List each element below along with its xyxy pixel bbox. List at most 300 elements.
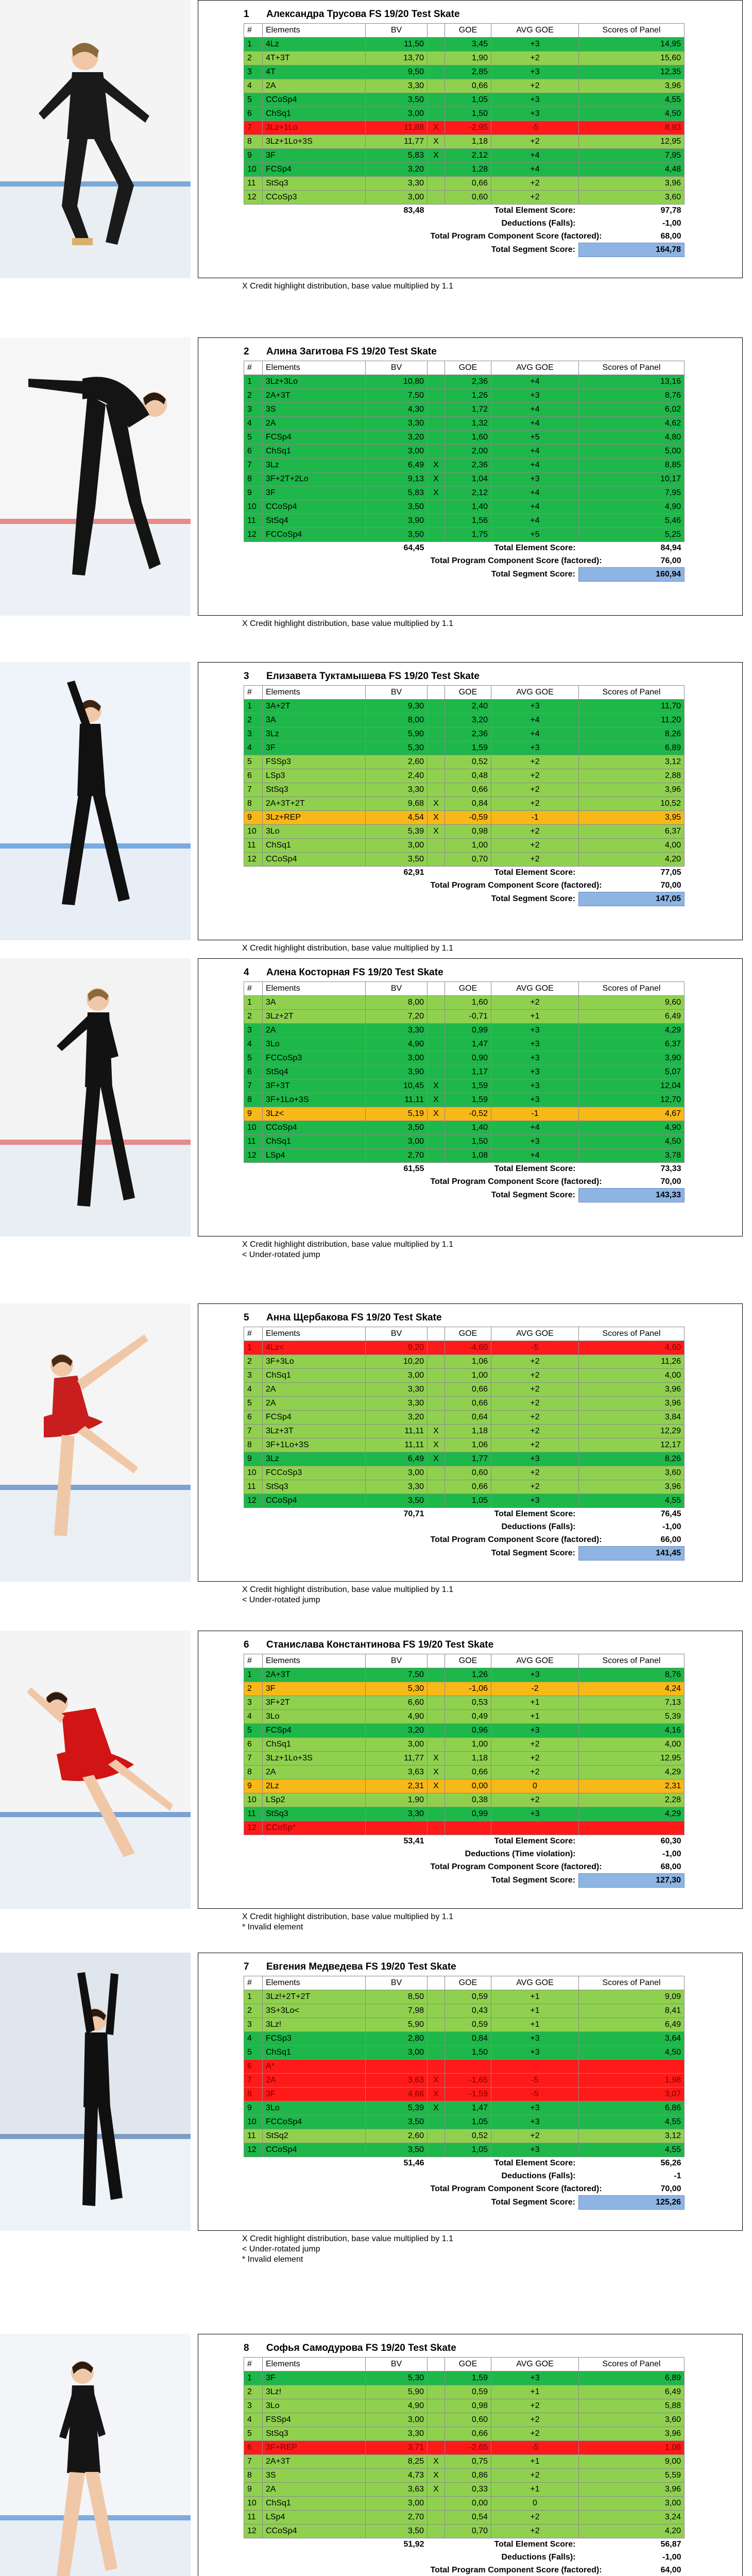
row-bv: 3,30	[366, 1807, 428, 1821]
row-panel-score: 4,90	[579, 500, 685, 514]
row-bonus-x	[428, 1793, 445, 1807]
row-panel-score: 8,76	[579, 389, 685, 403]
row-bv: 3,90	[366, 1065, 428, 1079]
row-bonus-x	[428, 996, 445, 1010]
row-element: 3F+1Lo+3S	[263, 1093, 366, 1107]
row-goe	[445, 2060, 491, 2074]
row-bv: 5,83	[366, 149, 428, 163]
row-bv: 3,50	[366, 93, 428, 107]
row-num: 12	[244, 1821, 263, 1835]
skater-photo-image	[0, 0, 191, 278]
row-avg-goe: +2	[491, 853, 579, 867]
row-bonus-x	[428, 1341, 445, 1355]
row-panel-score: 4,29	[579, 1766, 685, 1780]
row-num: 5	[244, 1724, 263, 1738]
total-element-score	[244, 2538, 685, 2551]
total-element-score-value: 56,26	[660, 2159, 681, 2168]
row-num: 11	[244, 1135, 263, 1149]
row-bonus-x	[428, 853, 445, 867]
program-component-score-value: 68,00	[660, 231, 681, 241]
row-avg-goe: +2	[491, 2469, 579, 2483]
total-element-score-value: 76,45	[660, 1510, 681, 1519]
row-num: 2	[244, 2385, 263, 2399]
row-bonus-x	[428, 1696, 445, 1710]
score-card	[198, 337, 743, 616]
row-bv: 3,63	[366, 2074, 428, 2088]
row-bonus-x	[428, 1724, 445, 1738]
row-panel-score: 12,70	[579, 1093, 685, 1107]
col-panel: Scores of Panel	[579, 1654, 685, 1668]
table-row	[244, 2018, 685, 2032]
skater-photo-image	[0, 2334, 191, 2576]
row-panel-score: 3,96	[579, 177, 685, 191]
row-panel-score	[579, 1821, 685, 1835]
row-num: 9	[244, 486, 263, 500]
program-component-score-label: Total Program Component Score (factored):	[430, 881, 602, 890]
total-segment-score	[244, 568, 685, 582]
program-component-score	[244, 1861, 685, 1874]
row-goe: 1,18	[445, 1752, 491, 1766]
row-goe: 0,49	[445, 1710, 491, 1724]
row-element: StSq2	[263, 2129, 366, 2143]
row-avg-goe: +2	[491, 1480, 579, 1494]
score-card	[198, 958, 743, 1236]
row-bv: 3,50	[366, 1121, 428, 1135]
row-element: CCoSp4	[263, 2143, 366, 2157]
table-row	[244, 769, 685, 783]
col-goe: GOE	[445, 2358, 491, 2371]
table-row	[244, 2102, 685, 2115]
program-component-score-label: Total Program Component Score (factored):	[430, 2566, 602, 2574]
row-goe: 2,85	[445, 65, 491, 79]
row-panel-score: 12,95	[579, 1752, 685, 1766]
rank-number: 5	[244, 1312, 249, 1323]
row-bv: 9,20	[366, 1341, 428, 1355]
row-bonus-x	[428, 1038, 445, 1052]
program-component-score-value: 70,00	[660, 1177, 681, 1186]
row-avg-goe: +3	[491, 389, 579, 403]
table-header-row	[244, 2358, 685, 2371]
row-num: 12	[244, 528, 263, 542]
row-goe: 2,36	[445, 375, 491, 389]
row-element: StSq4	[263, 1065, 366, 1079]
notes	[242, 1585, 706, 1605]
row-element: 3Lz+REP	[263, 811, 366, 825]
deductions-label: Deductions (Time violation):	[465, 1850, 576, 1858]
row-goe: 3,45	[445, 38, 491, 52]
total-segment-score-value: 143,33	[579, 1189, 685, 1202]
row-bonus-x: X	[428, 1079, 445, 1093]
scores-table	[244, 2357, 685, 2576]
row-bv: 3,30	[366, 783, 428, 797]
skater-photo	[0, 1953, 191, 2231]
deductions	[244, 1521, 685, 1534]
col-avg-goe: AVG GOE	[491, 2358, 579, 2371]
row-avg-goe: +2	[491, 2129, 579, 2143]
row-bv: 4,90	[366, 2399, 428, 2413]
col-panel: Scores of Panel	[579, 1327, 685, 1341]
row-panel-score: 9,09	[579, 1990, 685, 2004]
program-component-score-label: Total Program Component Score (factored):	[430, 2184, 602, 2193]
row-avg-goe	[491, 1821, 579, 1835]
row-bonus-x	[428, 1807, 445, 1821]
row-element: 3Lz!+2T+2T	[263, 1990, 366, 2004]
row-element: 4T	[263, 65, 366, 79]
score-card-title	[244, 2343, 707, 2354]
row-bv: 3,00	[366, 191, 428, 205]
row-num: 2	[244, 1010, 263, 1024]
row-panel-score: 6,86	[579, 2102, 685, 2115]
row-num: 5	[244, 1397, 263, 1411]
total-element-score	[244, 542, 685, 555]
row-bonus-x	[428, 714, 445, 727]
row-goe: 0,64	[445, 1411, 491, 1425]
bv-total: 83,48	[403, 206, 424, 215]
row-num: 11	[244, 839, 263, 853]
row-avg-goe: +4	[491, 375, 579, 389]
row-bv: 3,50	[366, 528, 428, 542]
row-bonus-x	[428, 2371, 445, 2385]
row-panel-score: 10,52	[579, 797, 685, 811]
total-segment-score	[244, 2196, 685, 2210]
row-panel-score: 6,89	[579, 741, 685, 755]
row-panel-score: 3,96	[579, 2427, 685, 2441]
row-bv: 10,80	[366, 375, 428, 389]
table-header-row	[244, 1327, 685, 1341]
row-goe: 1,05	[445, 2115, 491, 2129]
row-bonus-x	[428, 65, 445, 79]
table-row	[244, 1079, 685, 1093]
row-bv: 6,49	[366, 459, 428, 472]
row-avg-goe: +3	[491, 1079, 579, 1093]
col-avg-goe: AVG GOE	[491, 24, 579, 38]
row-avg-goe: +3	[491, 2046, 579, 2060]
row-bv: 1,90	[366, 1793, 428, 1807]
total-segment-score-label: Total Segment Score:	[491, 894, 575, 903]
total-segment-score-label: Total Segment Score:	[491, 1191, 575, 1199]
row-avg-goe: +5	[491, 528, 579, 542]
row-bonus-x	[428, 52, 445, 65]
row-element: 2A	[263, 1024, 366, 1038]
row-goe: 0,66	[445, 1383, 491, 1397]
row-bonus-x	[428, 1024, 445, 1038]
row-goe: 0,60	[445, 2413, 491, 2427]
row-element: 3F	[263, 1682, 366, 1696]
row-panel-score: 1,98	[579, 2074, 685, 2088]
col-x	[428, 1976, 445, 1990]
row-bv: 8,50	[366, 1990, 428, 2004]
total-element-score-value: 60,30	[660, 1837, 681, 1846]
row-goe: 1,05	[445, 1494, 491, 1508]
row-element: CCoSp4	[263, 1494, 366, 1508]
row-avg-goe: +2	[491, 996, 579, 1010]
row-num: 5	[244, 755, 263, 769]
row-element: 4Lz<	[263, 1341, 366, 1355]
row-element: ChSq1	[263, 2046, 366, 2060]
row-avg-goe: +3	[491, 1668, 579, 1682]
table-row	[244, 1341, 685, 1355]
rank-number: 1	[244, 9, 249, 20]
row-goe: 0,75	[445, 2455, 491, 2469]
program-component-score	[244, 555, 685, 568]
row-num: 8	[244, 2088, 263, 2102]
row-avg-goe: +3	[491, 38, 579, 52]
row-element: 3F+2T+2Lo	[263, 472, 366, 486]
ice-floor	[0, 2519, 191, 2576]
row-panel-score: 5,39	[579, 1710, 685, 1724]
table-row	[244, 1807, 685, 1821]
skater-leg-left	[82, 2106, 98, 2206]
row-bv: 5,30	[366, 1682, 428, 1696]
row-goe: 1,59	[445, 1079, 491, 1093]
row-bv: 3,20	[366, 431, 428, 445]
program-component-score-label: Total Program Component Score (factored):	[430, 1862, 602, 1871]
table-row	[244, 2497, 685, 2511]
row-goe: 1,50	[445, 1135, 491, 1149]
row-avg-goe: -5	[491, 2441, 579, 2455]
table-row	[244, 1411, 685, 1425]
total-element-score	[244, 1508, 685, 1521]
row-avg-goe: +3	[491, 1135, 579, 1149]
table-row	[244, 52, 685, 65]
row-bv: 3,30	[366, 1397, 428, 1411]
row-bonus-x: X	[428, 1438, 445, 1452]
row-bv: 11,77	[366, 1752, 428, 1766]
table-row	[244, 1038, 685, 1052]
table-row	[244, 1682, 685, 1696]
row-element: 3Lo	[263, 1038, 366, 1052]
table-header-row	[244, 982, 685, 996]
row-element: 3Lz<	[263, 1107, 366, 1121]
row-bonus-x: X	[428, 2088, 445, 2102]
col-panel: Scores of Panel	[579, 686, 685, 700]
row-avg-goe: -2	[491, 1682, 579, 1696]
row-goe: 0,52	[445, 2129, 491, 2143]
row-goe: 1,75	[445, 528, 491, 542]
row-bonus-x	[428, 769, 445, 783]
row-avg-goe: +2	[491, 1397, 579, 1411]
col-x	[428, 361, 445, 375]
row-panel-score: 3,00	[579, 2497, 685, 2511]
row-num: 4	[244, 2032, 263, 2046]
col-bv: BV	[366, 982, 428, 996]
table-row	[244, 1397, 685, 1411]
row-goe: -4,60	[445, 1341, 491, 1355]
program-component-score-value: 76,00	[660, 556, 681, 565]
row-goe: 2,36	[445, 459, 491, 472]
row-panel-score: 2,31	[579, 1780, 685, 1793]
col-bv: BV	[366, 686, 428, 700]
row-avg-goe: +4	[491, 445, 579, 459]
row-bonus-x: X	[428, 135, 445, 149]
row-num: 6	[244, 2441, 263, 2455]
table-row	[244, 700, 685, 714]
row-bv: 4,90	[366, 1038, 428, 1052]
row-element: FSSp3	[263, 755, 366, 769]
row-bv: 3,30	[366, 1480, 428, 1494]
row-bonus-x	[428, 403, 445, 417]
row-bv: 4,54	[366, 811, 428, 825]
row-element: 3Lz!	[263, 2385, 366, 2399]
row-panel-score: 3,24	[579, 2511, 685, 2524]
row-panel-score: 6,37	[579, 1038, 685, 1052]
total-element-score-label: Total Element Score:	[494, 1164, 576, 1174]
row-bv: 3,20	[366, 1724, 428, 1738]
row-panel-score: 2,88	[579, 769, 685, 783]
row-avg-goe: +2	[491, 1766, 579, 1780]
row-panel-score: 3,96	[579, 1397, 685, 1411]
row-element: 3Lo	[263, 825, 366, 839]
note-line: X Credit highlight distribution, base value multiplied by 1.1	[242, 2234, 454, 2243]
row-num: 10	[244, 500, 263, 514]
total-element-score	[244, 867, 685, 879]
skater-title: Александра Трусова FS 19/20 Test Skate	[266, 9, 460, 20]
row-avg-goe: +2	[491, 797, 579, 811]
skater-title: Станислава Константинова FS 19/20 Test Skate	[266, 1639, 494, 1650]
row-avg-goe: +2	[491, 1355, 579, 1369]
row-panel-score: 4,29	[579, 1807, 685, 1821]
row-element: 2Lz	[263, 1780, 366, 1793]
skater-section	[0, 1631, 752, 1950]
skater-photo-image	[0, 662, 191, 940]
row-goe: 0,59	[445, 1990, 491, 2004]
table-header-row	[244, 24, 685, 38]
bv-total: 51,46	[403, 2159, 424, 2168]
table-row	[244, 797, 685, 811]
row-bonus-x	[428, 1369, 445, 1383]
row-bonus-x: X	[428, 2483, 445, 2497]
row-goe: 1,06	[445, 1355, 491, 1369]
row-num: 12	[244, 2143, 263, 2157]
row-num: 4	[244, 1383, 263, 1397]
col-elements: Elements	[263, 2358, 366, 2371]
skater-title: Софья Самодурова FS 19/20 Test Skate	[266, 2343, 456, 2353]
row-num: 5	[244, 2427, 263, 2441]
row-goe: 1,77	[445, 1452, 491, 1466]
row-goe: 0,43	[445, 2004, 491, 2018]
row-element: 3Lo	[263, 2399, 366, 2413]
row-bv: 5,19	[366, 1107, 428, 1121]
row-element: 3Lo	[263, 1710, 366, 1724]
row-avg-goe: +5	[491, 431, 579, 445]
col-elements: Elements	[263, 361, 366, 375]
skate-boot	[72, 238, 93, 245]
row-panel-score: 4,62	[579, 417, 685, 431]
row-element: FCCoSp3	[263, 1052, 366, 1065]
row-panel-score: 8,85	[579, 459, 685, 472]
col-x	[428, 24, 445, 38]
row-element: CCoSp4	[263, 2524, 366, 2538]
table-row	[244, 1710, 685, 1724]
row-avg-goe: -5	[491, 2088, 579, 2102]
program-component-score	[244, 2183, 685, 2196]
row-element: 2A+3T	[263, 2455, 366, 2469]
row-element: 3Lz	[263, 459, 366, 472]
row-avg-goe: +2	[491, 191, 579, 205]
col-avg-goe: AVG GOE	[491, 686, 579, 700]
row-bv: 11,88	[366, 121, 428, 135]
table-row	[244, 2371, 685, 2385]
row-bonus-x	[428, 79, 445, 93]
row-avg-goe: +3	[491, 65, 579, 79]
row-goe: 0,66	[445, 2427, 491, 2441]
row-bonus-x	[428, 1065, 445, 1079]
row-bv: 3,00	[366, 1135, 428, 1149]
table-row	[244, 375, 685, 389]
row-num: 6	[244, 1065, 263, 1079]
table-row	[244, 135, 685, 149]
row-panel-score: 3,07	[579, 2088, 685, 2102]
table-row	[244, 1010, 685, 1024]
table-row	[244, 714, 685, 727]
total-segment-score	[244, 1547, 685, 1561]
row-bonus-x: X	[428, 825, 445, 839]
program-component-score-label: Total Program Component Score (factored):	[430, 1177, 602, 1186]
row-panel-score: 4,50	[579, 2046, 685, 2060]
col-avg-goe: AVG GOE	[491, 982, 579, 996]
row-element: 2A+3T	[263, 389, 366, 403]
total-element-score-label: Total Element Score:	[494, 206, 576, 215]
skater-photo-image	[0, 1303, 191, 1582]
row-bv: 7,20	[366, 1010, 428, 1024]
row-panel-score: 6,89	[579, 2371, 685, 2385]
row-bv: 3,63	[366, 2483, 428, 2497]
row-panel-score: 4,48	[579, 163, 685, 177]
row-avg-goe: +3	[491, 472, 579, 486]
note-line: X Credit highlight distribution, base value multiplied by 1.1	[242, 944, 454, 953]
ice-floor	[0, 185, 191, 278]
row-panel-score: 12,35	[579, 65, 685, 79]
row-bv: 3,20	[366, 1411, 428, 1425]
total-element-score-label: Total Element Score:	[494, 1837, 576, 1846]
bv-total: 53,41	[403, 1837, 424, 1846]
row-goe: 1,00	[445, 1738, 491, 1752]
row-bonus-x: X	[428, 459, 445, 472]
table-row	[244, 149, 685, 163]
row-bv: 3,00	[366, 1738, 428, 1752]
row-num: 11	[244, 2129, 263, 2143]
table-row	[244, 1696, 685, 1710]
row-element: ChSq1	[263, 839, 366, 853]
col-panel: Scores of Panel	[579, 361, 685, 375]
row-num: 6	[244, 769, 263, 783]
table-row	[244, 783, 685, 797]
total-segment-score	[244, 243, 685, 257]
bv-total: 51,92	[403, 2540, 424, 2549]
row-bonus-x	[428, 2524, 445, 2538]
notes	[242, 943, 706, 954]
row-bonus-x	[428, 2511, 445, 2524]
total-segment-score-label: Total Segment Score:	[491, 1876, 575, 1885]
row-num: 3	[244, 1696, 263, 1710]
score-card	[198, 1631, 743, 1909]
row-avg-goe: +2	[491, 177, 579, 191]
row-element: 3Lz+1Lo+3S	[263, 135, 366, 149]
deductions-label: Deductions (Falls):	[501, 1522, 576, 1531]
col-bv: BV	[366, 2358, 428, 2371]
score-card-title	[244, 1639, 707, 1651]
row-avg-goe: +2	[491, 2511, 579, 2524]
score-card-title	[244, 346, 707, 358]
row-num: 8	[244, 2469, 263, 2483]
col-goe: GOE	[445, 686, 491, 700]
row-panel-score: 3,96	[579, 79, 685, 93]
program-component-score-value: 64,00	[660, 2565, 681, 2574]
table-row	[244, 500, 685, 514]
row-element: LSp4	[263, 1149, 366, 1163]
total-segment-score-value: 127,30	[579, 1874, 685, 1888]
row-panel-score: 6,49	[579, 2018, 685, 2032]
